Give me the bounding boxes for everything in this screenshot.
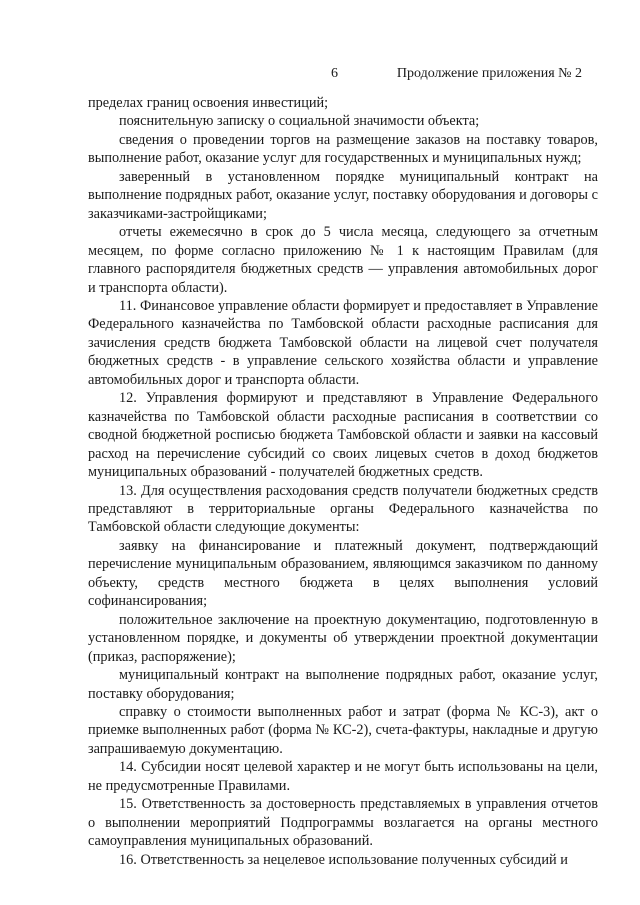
header-title: Продолжение приложения № 2 [396,66,582,81]
paragraph-6: 12. Управления формируют и представляют в Управление Федерального казначейства по Тамбовской области расходные расписания в соответствии со сводной бюджетной росписью бюджета Тамбовской области и заявки на кассовый расход на перечисление субсидий со своих лицевых счетов в доход бюджетов муниципальных образований - получателей бюджетных средств. [88,390,598,481]
paragraph-4: отчеты ежемесячно в срок до 5 числа месяца, следующего за отчетным месяцем, по форме согласно приложению № 1 к настоящим Правилам (для главного распорядителя бюджетных средств — управления автомобильных дорог и транспорта области). [88,224,598,296]
paragraph-7: 13. Для осуществления расходования средств получатели бюджетных средств представляют в территориальные органы Федерального казначейства по Тамбовской области следующие документы: [88,482,598,536]
paragraph-13: 15. Ответственность за достоверность представляемых в управления отчетов о выполнении мероприятий Подпрограммы возлагается на органы местного самоуправления муниципальных образований. [88,796,598,850]
paragraph-1: пояснительную записку о социальной значимости объекта; [119,113,480,130]
paragraph-5: 11. Финансовое управление области формирует и предоставляет в Управление Федерального казначейства по Тамбовской области расходные расписания для зачисления средств бюджета Тамбовской области на лицевой счет получателя бюджетных средств - в управление сельского хозяйства области и управление автомобильных дорог и транспорта области. [88,297,598,388]
paragraph-10: муниципальный контракт на выполнение подрядных работ, оказание услуг, поставку оборудования; [88,667,598,702]
page-number: 6 [331,66,338,81]
paragraph-11: справку о стоимости выполненных работ и затрат (форма № КС-3), акт о приемке выполненных работ (форма № КС-2), счета-фактуры, накладные и другую запрашиваемую документацию. [88,703,598,757]
paragraph-0: пределах границ освоения инвестиций; [88,95,329,111]
paragraph-12: 14. Субсидии носят целевой характер и не могут быть использованы на цели, не предусмотренные Правилами. [88,759,598,794]
paragraph-3: заверенный в установленном порядке муниципальный контракт на выполнение подрядных работ, оказание услуг, поставку оборудования и договоры с заказчиками-застройщиками; [88,168,598,222]
paragraph-9: положительное заключение на проектную документацию, подготовленную в установленном порядке, и документы об утверждении проектной документации (приказ, распоряжение); [88,611,598,665]
document-body [88,94,598,869]
paragraph-14: 16. Ответственность за нецелевое использование полученных субсидий и [119,851,568,868]
paragraph-8: заявку на финансирование и платежный документ, подтверждающий перечисление муниципальным образованием, являющимся заказчиком по данному объекту, средств местного бюджета в целях выполнения условий софинансирования; [88,537,598,610]
paragraph-2: сведения о проведении торгов на размещение заказов на поставку товаров, выполнение работ, оказание услуг для государственных и муниципальных нужд; [88,131,598,167]
